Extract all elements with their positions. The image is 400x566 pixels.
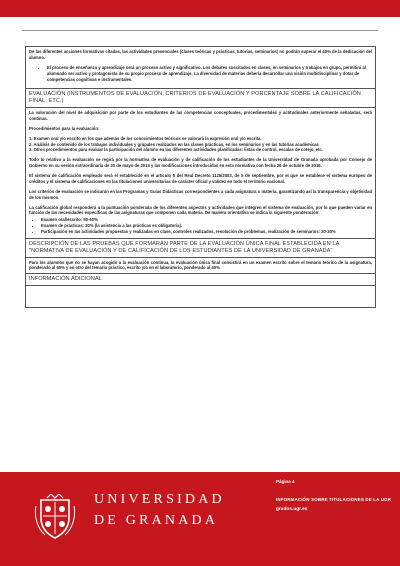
evaluacion-p4: El sistema de calificación empleado será el establecido en el artículo 5 del Real Decreto 1125/2003, de 5 de septiembre, por el que se establece el sistema europeo de créditos y el sistema de calificaciones en las titulaciones universitarias de carácter oficial y validez en todo el territorio nacional. bbox=[29, 173, 372, 184]
evaluacion-p1: La valoración del nivel de adquisición por parte de los estudiantes de las competencias conceptuales, procedimentales y actitudinales anteriormente señaladas, será continua. bbox=[29, 110, 372, 121]
unica-content bbox=[25, 258, 376, 275]
intro-paragraph: De las diferentes acciones formativas citadas, las actividades presenciales (clases teóricas y prácticas, tutorías, seminarios) no podrán superar el 40% de la dedicación del alumno. bbox=[29, 49, 372, 60]
footer-link[interactable]: grados.ugr.es bbox=[276, 507, 308, 512]
adicional-heading: INFORMACIÓN ADICIONAL bbox=[25, 274, 376, 286]
unica-text: Para los alumnos que no se hayan acogido a la evaluación continua, la evaluación única final consistirá en un examen escrito sobre el temario teórico de la asignatura, ponderado al 60% y en otro del temario práctico, escrito y/o en el laboratorio, ponderado al 40% bbox=[29, 259, 372, 271]
evaluacion-p5: Los criterios de evaluación se indicarán en las Programas y Guías Didácticas correspondientes a cada asignatura o materia, garantizando así la transparencia y objetividad de los mismos. bbox=[29, 188, 372, 200]
evaluacion-p6: La calificación global responderá a la puntuación ponderada de los diferentes aspectos y actividades que integren el sistema de evaluación, por lo que pueden variar en función de las necesidades específicas de las asignaturas que componen cada materia. De manera orientativa se indica la siguiente ponderación: bbox=[29, 204, 372, 216]
numbered-item-3: 3. Otros procedimientos para evaluar la participación del alumno en las diferentes actividades planificadas: listas de control, escalas de cotejo, etc. bbox=[29, 147, 323, 153]
intro-bullet: • El proceso de enseñanza y aprendizaje será un proceso activo y significativo. Los debates suscitados en clases, en seminarios y trabajos en grupo, permitirá al alumnado ser activo y protagonista de su propio proceso de aprendizaje. La diversidad de materias debería desarrollar una visión multidisciplinar y dotar de competencias cognitivas e instrumentales. bbox=[47, 65, 372, 83]
document-body bbox=[25, 46, 376, 308]
evaluacion-p3: Todo lo relativo a la evaluación se regirá por la normativa de evaluación y de calificación de los estudiantes de la Universidad de Granada aprobada por Consejo de Gobierno en su sesión extraordinaria de 20 de mayo de 2013 y las modificaciones introducidas en esta normativa con fecha 26 de octubre de 2016. bbox=[29, 157, 372, 169]
numbered-item-1: 1. Examen oral y/o escrito en los que además de los conocimientos teóricos se valorará la expresión oral y/o escrita. bbox=[29, 135, 262, 141]
weight-item-practice: • Examen de prácticas: 20% (la asistencia a las prácticas es obligatoria). bbox=[41, 223, 372, 229]
intro-bullet-list bbox=[29, 65, 372, 83]
university-name-line2: DE GRANADA bbox=[94, 513, 219, 528]
university-name-line1: UNIVERSIDAD bbox=[94, 492, 225, 507]
header-bar bbox=[0, 0, 400, 17]
adicional-content bbox=[25, 286, 376, 308]
footer-info: INFORMACIÓN SOBRE TITULACIONES DE LA UGR bbox=[276, 497, 392, 502]
university-crest-icon bbox=[33, 494, 77, 540]
evaluacion-heading: EVALUACIÓN (INSTRUMENTOS DE EVALUACIÓN, CRITERIOS DE EVALUACIÓN Y PORCENTAJE SOBRE LA CALIFICACIÓN FINAL, ETC.) bbox=[25, 89, 376, 108]
header-rule bbox=[22, 30, 378, 31]
numbered-item-2: 2. Análisis de contenido de los trabajos individuales y grupales realizados en las clases prácticas, en los seminarios y en las tutorías académicas bbox=[29, 141, 319, 147]
unica-heading: DESCRIPCIÓN DE LAS PRUEBAS QUE FORMARÁN PARTE DE LA EVALUACIÓN ÚNICA FINAL ESTABLECIDA EN LA "NORMATIVA DE EVALUACIÓN Y DE CALIFICACIÓN DE LOS ESTUDIANTES DE LA UNIVERSIDAD DE GRANADA" bbox=[25, 239, 376, 258]
evaluacion-content bbox=[25, 108, 376, 239]
weight-item-exam: • Examen oral/escrito: 50-60% bbox=[41, 217, 372, 223]
weights-list bbox=[29, 217, 372, 235]
intro-cell bbox=[25, 46, 376, 89]
evaluacion-p2: Procedimientos para la evaluación: bbox=[29, 125, 100, 131]
page-number: Página 4 bbox=[276, 479, 295, 484]
weight-item-participation: • Participación en las actividades propuestas y realizadas en clase, controles realizados, resolución de problemas, realización de seminarios: 20-30% bbox=[41, 229, 372, 235]
